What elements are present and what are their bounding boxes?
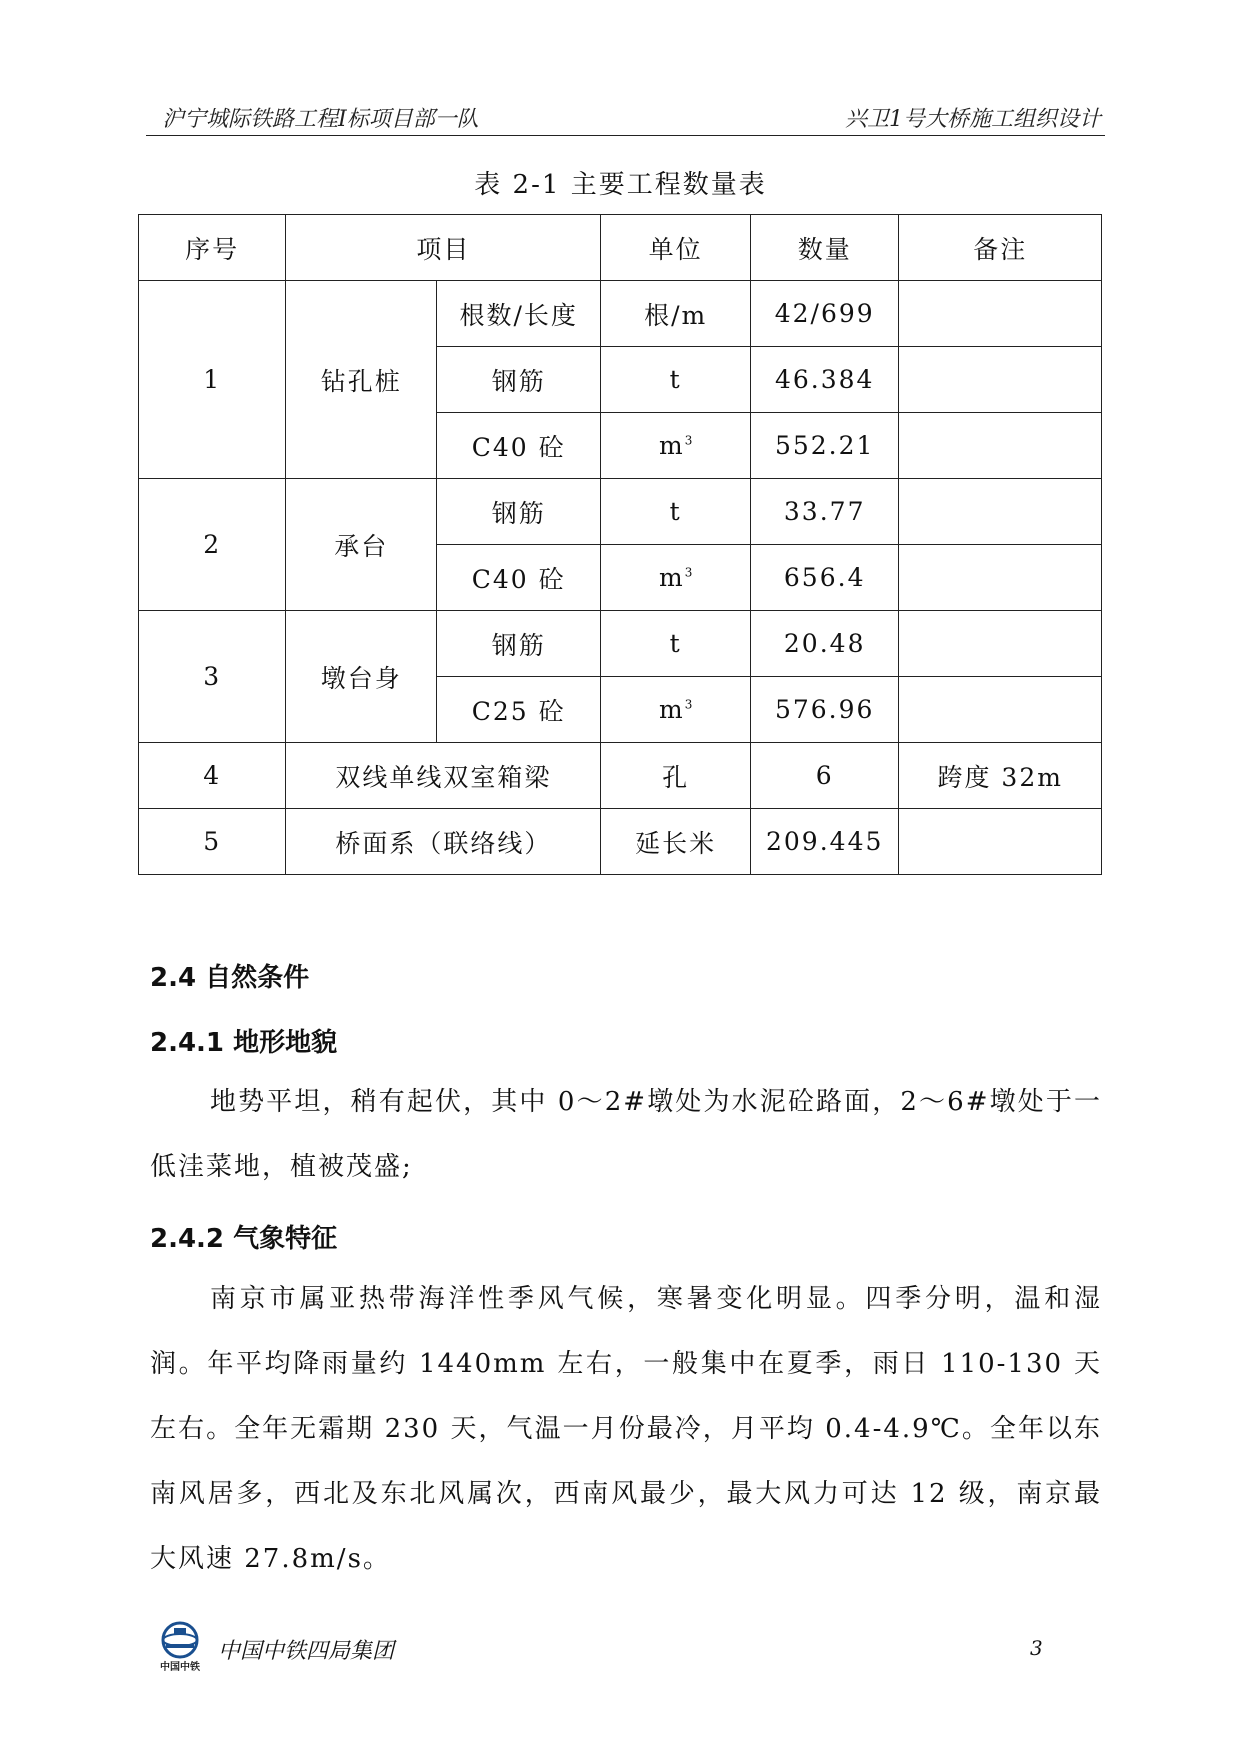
note-cell <box>899 479 1102 545</box>
qty-cell: 46.384 <box>750 347 898 413</box>
header-project-name: 沪宁城际铁路工程Ⅰ标项目部一队 <box>162 107 479 132</box>
group-name: 承台 <box>286 479 437 611</box>
unit-base: m <box>658 431 685 460</box>
note-cell <box>899 281 1102 347</box>
header-unit: 单位 <box>601 215 751 281</box>
sub-item: C40 砼 <box>437 413 601 479</box>
unit-cell: 延长米 <box>601 809 751 875</box>
unit-cell: t <box>601 347 751 413</box>
sub-item: 钢筋 <box>437 479 601 545</box>
table-row <box>139 281 1102 347</box>
qty-cell: 6 <box>750 743 898 809</box>
unit-cell: 根/m <box>601 281 751 347</box>
logo-caption: 中国中铁 <box>160 1662 200 1673</box>
table-row <box>139 743 1102 809</box>
sub-item: C25 砼 <box>437 677 601 743</box>
table-row <box>139 479 1102 545</box>
sub-item: C40 砼 <box>437 545 601 611</box>
qty-cell: 33.77 <box>750 479 898 545</box>
qty-cell: 209.445 <box>750 809 898 875</box>
row-item: 桥面系（联络线） <box>286 809 601 875</box>
header-seq: 序号 <box>139 215 286 281</box>
header-qty: 数量 <box>750 215 898 281</box>
page-number: 3 <box>1030 1636 1043 1660</box>
sub-item: 根数/长度 <box>437 281 601 347</box>
note-cell <box>899 347 1102 413</box>
qty-cell: 552.21 <box>750 413 898 479</box>
paragraph-terrain: 地势平坦，稍有起伏，其中 0～2#墩处为水泥砼路面，2～6#墩处于一低洼菜地，植被茂盛; <box>150 1087 1102 1182</box>
unit-cell: t <box>601 611 751 677</box>
group-name: 墩台身 <box>286 611 437 743</box>
quantity-table <box>138 214 1102 875</box>
footer-organization: 中国中铁四局集团 <box>218 1639 395 1664</box>
unit-base: m <box>658 695 685 724</box>
qty-cell: 656.4 <box>750 545 898 611</box>
group-seq: 3 <box>139 611 286 743</box>
header-document-title: 兴卫1号大桥施工组织设计 <box>845 107 1101 132</box>
group-name: 钻孔桩 <box>286 281 437 479</box>
table-header-row <box>139 215 1102 281</box>
note-cell <box>899 611 1102 677</box>
unit-superscript: 3 <box>684 433 693 448</box>
unit-cell: t <box>601 479 751 545</box>
unit-cell <box>601 545 751 611</box>
row-seq: 4 <box>139 743 286 809</box>
section-heading-climate: 2.4.2 气象特征 <box>150 1224 338 1254</box>
header-item: 项目 <box>286 215 601 281</box>
qty-cell: 42/699 <box>750 281 898 347</box>
group-seq: 1 <box>139 281 286 479</box>
group-seq: 2 <box>139 479 286 611</box>
note-cell <box>899 545 1102 611</box>
note-cell <box>899 413 1102 479</box>
header-note: 备注 <box>899 215 1102 281</box>
note-cell <box>899 677 1102 743</box>
unit-superscript: 3 <box>684 697 693 712</box>
row-seq: 5 <box>139 809 286 875</box>
section-heading-terrain: 2.4.1 地形地貌 <box>150 1028 338 1058</box>
unit-cell: 孔 <box>601 743 751 809</box>
table-row <box>139 611 1102 677</box>
sub-item: 钢筋 <box>437 347 601 413</box>
qty-cell: 576.96 <box>750 677 898 743</box>
unit-cell <box>601 677 751 743</box>
note-cell: 跨度 32m <box>899 743 1102 809</box>
section-heading-natural-conditions: 2.4 自然条件 <box>150 963 310 993</box>
header-rule <box>146 135 1105 136</box>
note-cell <box>899 809 1102 875</box>
company-logo-icon <box>152 1618 208 1674</box>
paragraph-climate: 南京市属亚热带海洋性季风气候，寒暑变化明显。四季分明，温和湿润。年平均降雨量约 1440mm 左右，一般集中在夏季，雨日 110-130 天左右。全年无霜期 230 天，气温一月份最冷，月平均 0.4-4.9℃。全年以东南风居多，西北及东北风属次，西南风最少，最大风力可达 12 级，南京最大风速 27.8m/s。 <box>150 1284 1102 1574</box>
row-item: 双线单线双室箱梁 <box>286 743 601 809</box>
qty-cell: 20.48 <box>750 611 898 677</box>
unit-base: m <box>658 563 685 592</box>
table-title: 表 2-1 主要工程数量表 <box>474 170 767 200</box>
table-row <box>139 809 1102 875</box>
unit-cell <box>601 413 751 479</box>
sub-item: 钢筋 <box>437 611 601 677</box>
unit-superscript: 3 <box>684 565 693 580</box>
